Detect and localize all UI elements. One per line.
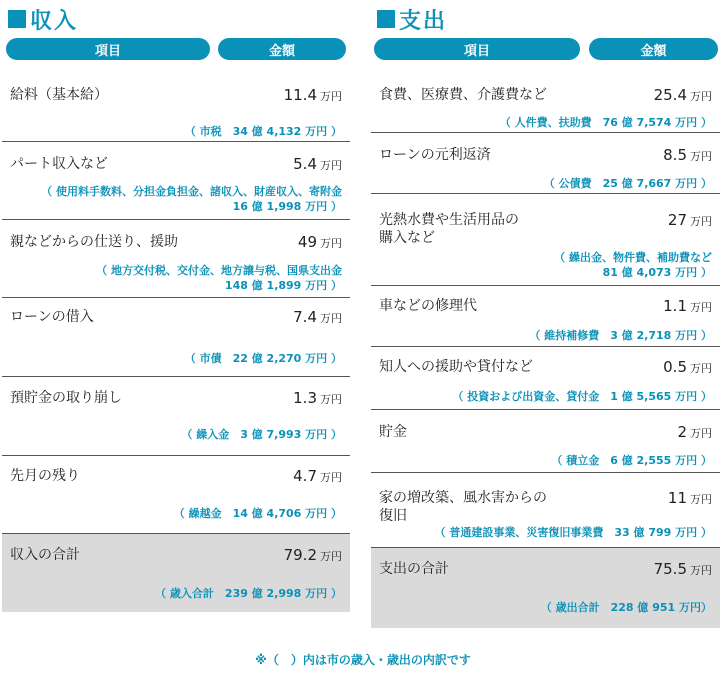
square-bullet-icon (377, 10, 395, 28)
income-total-name: 収入の合計 (10, 547, 80, 563)
expense-row (371, 194, 720, 286)
expense-row (371, 64, 720, 133)
expense-row (371, 286, 720, 347)
income-row (2, 64, 350, 142)
expense-row-amount: 11 万円 (667, 489, 712, 507)
expense-total-note: （ 歳出合計 228 億 951 万円） (540, 601, 712, 614)
income-row-note: （ 使用料手数料、分担金負担金、諸収入、財産収入、寄附金 16 億 1,998 万円 ） (41, 185, 342, 213)
income-row-name: ローンの借入 (10, 309, 94, 325)
expense-row (371, 410, 720, 473)
expense-row-amount: 2 万円 (677, 423, 712, 441)
income-row-amount: 5.4 万円 (293, 155, 342, 173)
expense-row (371, 473, 720, 548)
expense-row-name: 光熱水費や生活用品の 購入など (379, 212, 519, 246)
income-row (2, 298, 350, 377)
income-row-amount: 11.4 万円 (283, 86, 342, 104)
income-row (2, 142, 350, 220)
income-row-name: 先月の残り (10, 468, 80, 484)
expense-header (371, 38, 720, 60)
footnote: ※（ ）内は市の歳入・歳出の内訳です (255, 653, 471, 667)
income-row-note: （ 繰入金 3 億 7,993 万円 ） (181, 428, 342, 441)
expense-row-amount: 25.4 万円 (653, 86, 712, 104)
income-row-note: （ 地方交付税、交付金、地方譲与税、国県支出金 148 億 1,899 万円 ） (96, 264, 342, 292)
expense-row (371, 133, 720, 194)
square-bullet-icon (8, 10, 26, 28)
income-row-amount: 49 万円 (297, 233, 342, 251)
income-row-note: （ 市債 22 億 2,270 万円 ） (184, 352, 342, 365)
income-title (2, 0, 350, 38)
expense-row-amount: 27 万円 (667, 211, 712, 229)
expense-title (371, 0, 720, 38)
income-row-amount: 4.7 万円 (293, 467, 342, 485)
expense-row-note: （ 人件費、扶助費 76 億 7,574 万円 ） (499, 116, 712, 129)
expense-section (371, 0, 720, 628)
expense-row-name: 知人への援助や貸付など (379, 359, 533, 375)
income-col-amount: 金額 (218, 38, 346, 60)
expense-row-name: 貯金 (379, 424, 407, 440)
income-col-item: 項目 (6, 38, 210, 60)
income-row-name: 給料（基本給） (10, 87, 108, 103)
income-total-amount: 79.2 万円 (283, 546, 342, 564)
income-row (2, 377, 350, 456)
expense-col-amount: 金額 (589, 38, 718, 60)
expense-row-amount: 0.5 万円 (663, 358, 712, 376)
income-row-note: （ 繰越金 14 億 4,706 万円 ） (173, 507, 342, 520)
expense-row-name: 車などの修理代 (379, 298, 477, 314)
income-title-text: 収入 (30, 8, 79, 34)
expense-col-item: 項目 (374, 38, 580, 60)
income-row-note: （ 市税 34 億 4,132 万円 ） (184, 125, 342, 138)
expense-row-note: （ 普通建設事業、災害復旧事業費 33 億 799 万円 ） (434, 526, 712, 539)
expense-row-name: ローンの元利返済 (379, 147, 491, 163)
income-row-amount: 7.4 万円 (293, 308, 342, 326)
expense-title-text: 支出 (399, 8, 448, 34)
expense-row-name: 家の増改築、風水害からの 復旧 (379, 490, 547, 524)
income-row-name: パート収入など (10, 156, 108, 172)
income-row-amount: 1.3 万円 (293, 389, 342, 407)
expense-total-amount: 75.5 万円 (653, 560, 712, 578)
expense-row-note: （ 投資および出資金、貸付金 1 億 5,565 万円 ） (452, 390, 712, 403)
income-row (2, 220, 350, 298)
income-row-name: 親などからの仕送り、援助 (10, 234, 178, 250)
expense-total-row (371, 548, 720, 628)
income-header (2, 38, 350, 60)
expense-row-note: （ 繰出金、物件費、補助費など 81 億 4,073 万円 ） (554, 251, 712, 279)
income-row-name: 預貯金の取り崩し (10, 390, 122, 406)
expense-row-note: （ 維持補修費 3 億 2,718 万円 ） (529, 329, 712, 342)
expense-row-amount: 8.5 万円 (663, 146, 712, 164)
income-total-row (2, 534, 350, 612)
expense-row (371, 347, 720, 410)
expense-row-note: （ 積立金 6 億 2,555 万円 ） (551, 454, 712, 467)
expense-row-name: 食費、医療費、介護費など (379, 87, 547, 103)
income-section (2, 0, 350, 612)
income-row (2, 456, 350, 534)
expense-row-note: （ 公債費 25 億 7,667 万円 ） (543, 177, 712, 190)
expense-total-name: 支出の合計 (379, 561, 449, 577)
expense-row-amount: 1.1 万円 (663, 297, 712, 315)
income-total-note: （ 歳入合計 239 億 2,998 万円 ） (155, 587, 342, 600)
